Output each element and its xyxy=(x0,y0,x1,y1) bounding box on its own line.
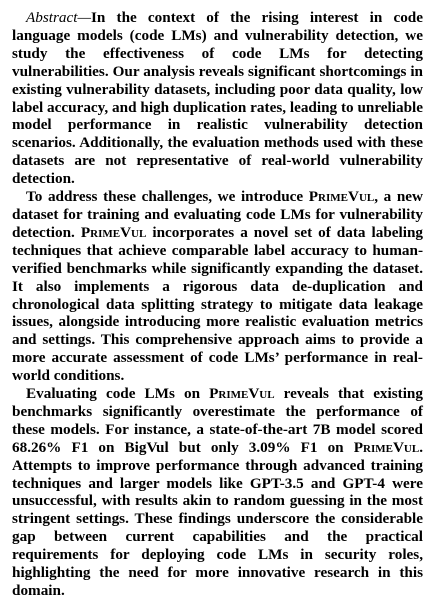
dataset-name: PrimeVul xyxy=(80,223,147,241)
paragraph-text: In the context of the rising interest in code language models (code LMs) and vulnerability detection, we study the effectiveness of code LMs for detecting vulnerabilities. Our analysis reveals significant shortcomings in existing vulnerability datasets, including poor data quality, low label accuracy, and high duplication rates, leading to unreliable model performance in realistic vulnerability detection scenarios. Additionally, the evaluation methods used with these datasets are not representative of real-world vulnerability detection. xyxy=(12,9,423,188)
dataset-name: PrimeVul xyxy=(353,438,420,456)
abstract-label: Abstract— xyxy=(26,9,91,26)
paragraph-text: . Attempts to improve performance through advanced training techniques and larger models like GPT-3.5 and GPT-4 were unsuccessful, with results akin to random guessing in the most stringent settings. These findings underscore the considerable gap between current capabilities and the practical requirements for deploying code LMs in security roles, highlighting the need for more innovative research in this domain. xyxy=(12,438,423,599)
dataset-name: PrimeVul xyxy=(308,188,375,206)
paragraph-text: reveals that existing benchmarks significantly overestimate the performance of these models. For instance, a state-of-the-art 7B model scored 68.26% F1 on BigVul but only 3.09% F1 on xyxy=(12,385,423,456)
paragraph-text: Evaluating code LMs on xyxy=(26,385,210,403)
dataset-name: PrimeVul xyxy=(209,385,275,403)
paragraph-text: To address these challenges, we introduce xyxy=(26,188,309,206)
abstract-paragraph-2 xyxy=(12,188,423,385)
paragraph-text: , a new dataset for training and evaluating code LMs for vulnerability detection. xyxy=(12,188,424,241)
abstract-paragraph-3 xyxy=(12,385,423,600)
abstract-paragraph-1 xyxy=(12,9,423,188)
paragraph-text: incorporates a novel set of data labeling techniques that achieve comparable label accuracy to human-verified benchmarks while significantly expanding the dataset. It also implements a rigorous data de-duplication and chronological data splitting strategy to mitigate data leakage issues, alongside introducing more realistic evaluation metrics and settings. This comprehensive approach aims to provide a more accurate assessment of code LMs’ performance in real-world conditions. xyxy=(12,223,423,385)
